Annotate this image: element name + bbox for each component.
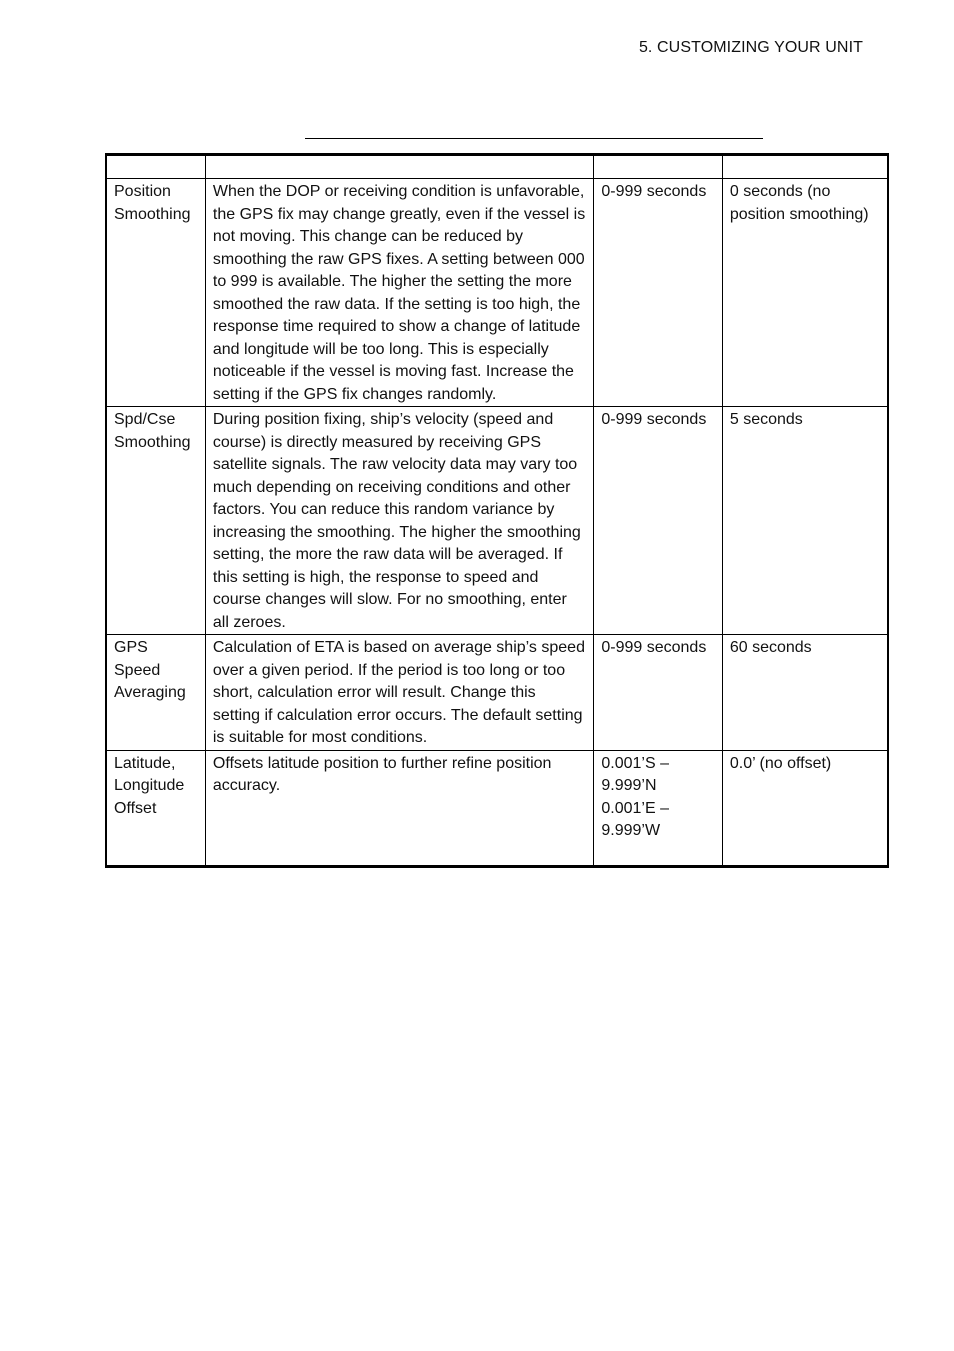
range-line: 0.001’S –: [601, 754, 669, 772]
column-header-default: [722, 155, 888, 179]
row-setting-range: 0-999 seconds: [594, 407, 722, 635]
row-description: Calculation of ETA is based on average ship’s speed over a given period. If the period is too long or too short, calculation error will result. Change this setting if calculation error occurs. The default setting is suitable for most conditions.: [205, 635, 593, 751]
column-header-range: [594, 155, 722, 179]
range-line: 9.999’W: [601, 822, 661, 839]
row-setting-range: 0-999 seconds: [594, 179, 722, 407]
row-default-setting: 0 seconds (no position smoothing): [722, 179, 888, 407]
row-setting-range: 0-999 seconds: [594, 635, 722, 751]
row-default-setting: 0.0’ (no offset): [722, 750, 888, 866]
row-item-label: Latitude, Longitude Offset: [106, 750, 205, 866]
row-default-setting: 60 seconds: [722, 635, 888, 751]
row-default-setting: 5 seconds: [722, 407, 888, 635]
column-header-item: [106, 155, 205, 179]
range-line: 9.999’N: [601, 777, 657, 794]
row-item-label: Spd/Cse Smoothing: [106, 407, 205, 635]
column-header-description: [205, 155, 593, 179]
table-header-row: [106, 155, 888, 179]
table-title-rule: [305, 138, 763, 139]
settings-table: [105, 153, 889, 868]
row-item-label: GPS Speed Averaging: [106, 635, 205, 751]
row-item-label: Position Smoothing: [106, 179, 205, 407]
table-row: [106, 407, 888, 635]
table-row: [106, 179, 888, 407]
page-header-section-title: 5. CUSTOMIZING YOUR UNIT: [638, 39, 863, 56]
row-setting-range: [594, 750, 722, 866]
row-description: When the DOP or receiving condition is unfavorable, the GPS fix may change greatly, even if the vessel is not moving. This change can be reduced by smoothing the raw GPS fixes. A setting between 000 to 999 is available. The higher the setting the more smoothed the raw data. If the setting is too high, the response time required to show a change of latitude and longitude will be too long. This is especially noticeable if the vessel is moving fast. Increase the setting if the GPS fix changes randomly.: [205, 179, 593, 407]
row-description: During position fixing, ship’s velocity (speed and course) is directly measured by receiving GPS satellite signals. The raw velocity data may vary too much depending on receiving conditions and other factors. You can reduce this random variance by increasing the smoothing. The higher the smoothing setting, the more the raw data will be averaged. If this setting is high, the response to speed and course changes will slow. For no smoothing, enter all zeroes.: [205, 407, 593, 635]
row-description: Offsets latitude position to further refine position accuracy.: [205, 750, 593, 866]
table-row: [106, 750, 888, 866]
table-row: [106, 635, 888, 751]
range-line: 0.001’E –: [601, 799, 669, 817]
